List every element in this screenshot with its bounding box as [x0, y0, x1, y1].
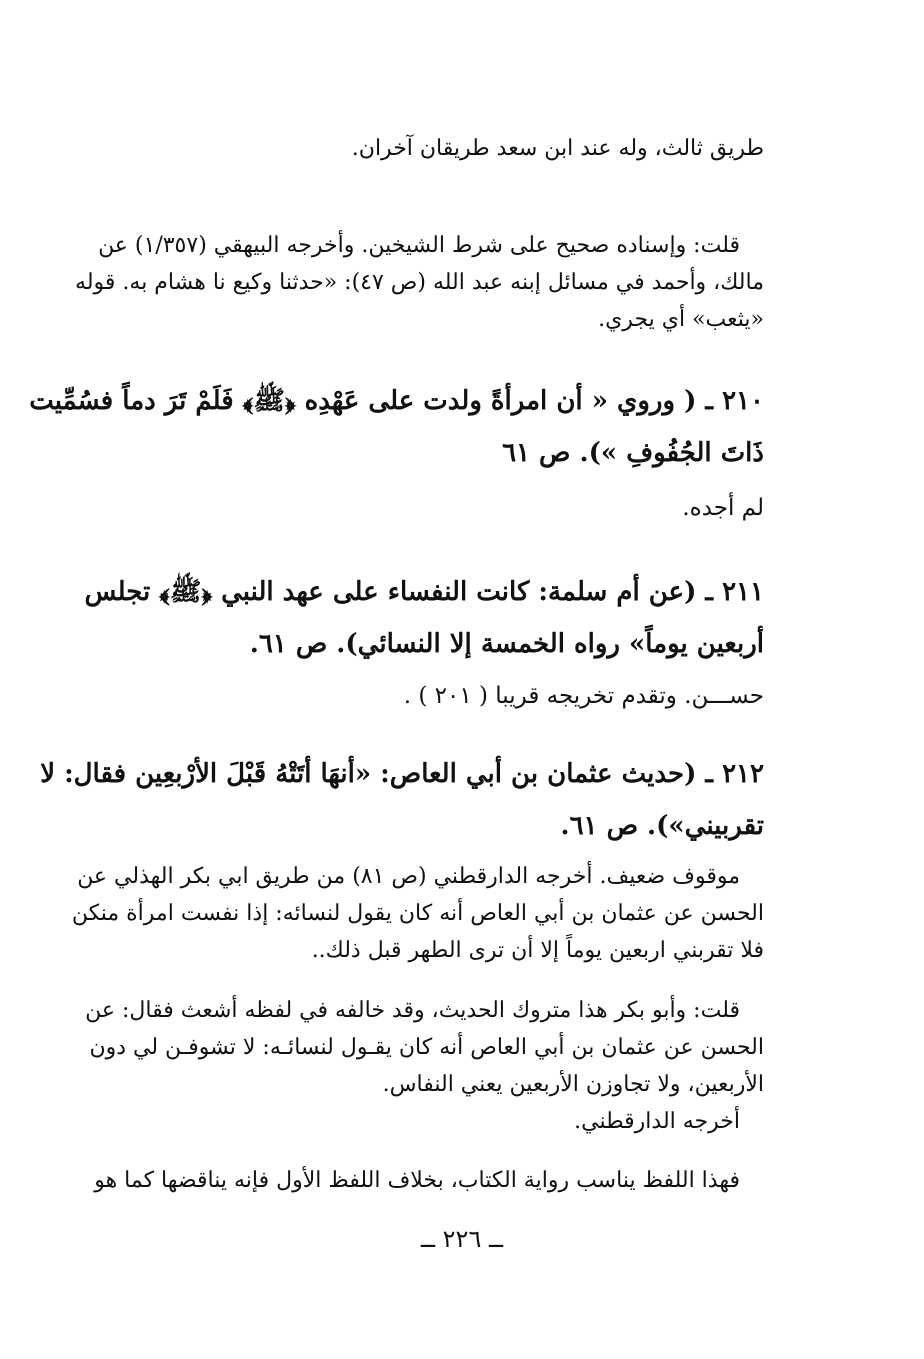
hadith-210 [29, 375, 764, 479]
text-line: فهذا اللفظ يناسب رواية الكتاب، بخلاف اللفظ الأول فإنه يناقضها كما هو [94, 1168, 740, 1193]
paragraph-abu-bakr-comment [85, 992, 764, 1140]
text-line: لم أجده. [682, 495, 764, 521]
text-line: ذَاتَ الجُفُوفِ »). ص ٦١ [502, 438, 764, 468]
text-line: أربعين يوماً» رواه الخمسة إلا النسائي). ص ٦١. [249, 629, 764, 659]
text-line: ٢١١ ـ (عن أم سلمة: كانت النفساء على عهد النبي ﴿ﷺ﴾ تجلس [84, 577, 764, 607]
paragraph-third-path [88, 130, 764, 167]
text-line: موقوف ضعيف. أخرجه الدارقطني (ص ٨١) من طريق ابي بكر الهذلي عن [77, 864, 740, 889]
text-line: حســـن. وتقدم تخريجه قريبا ( ٢٠١ ) . [403, 683, 764, 709]
ruling-211 [88, 678, 764, 715]
hadith-212 [40, 748, 764, 852]
text-line: ٢١٠ ـ ( وروي « أن امرأةً ولدت على عَهْدِه ﴿ﷺ﴾ فَلَمْ تَرَ دماً فسُمِّيت [29, 386, 764, 416]
text-line: الأربعين، ولا تجاوزن الأربعين يعني النفاس. [382, 1072, 764, 1097]
text-line: مالك، وأحمد في مسائل إبنه عبد الله (ص ٤٧): «حدثنا وكيع نا هشام به. قوله [75, 270, 764, 295]
paragraph-daraqutni-narration [71, 858, 764, 969]
text-line: أخرجه الدارقطني. [574, 1109, 740, 1134]
page-number: ــ ٢٢٦ ــ [420, 1225, 504, 1253]
text-line: قلت: وأبو بكر هذا متروك الحديث، وقد خالفه في لفظه أشعث فقال: عن [85, 998, 740, 1023]
text-line: قلت: وإسناده صحيح على شرط الشيخين. وأخرجه البيهقي (١/٣٥٧) عن [98, 233, 740, 258]
text-line: «يثعب» أي يجري. [598, 307, 764, 332]
text-line: الحسن عن عثمان بن أبي العاص أنه كان يقـول لنسائـه: لا تشوفـن لي دون [89, 1035, 764, 1060]
text-line: فلا تقربني اربعين يوماً إلا أن ترى الطهر قبل ذلك.. [311, 938, 764, 963]
hadith-211 [84, 566, 764, 670]
text-line: ٢١٢ ـ (حديث عثمان بن أبي العاص: «أنهَا أتَتْهُ قَبْلَ الأرْبعِين فقال: لا [40, 759, 764, 789]
text-line: الحسن عن عثمان بن أبي العاص أنه كان يقول لنسائه: إذا نفست امرأة منكن [71, 901, 764, 926]
text-line: طريق ثالث، وله عند ابن سعد طريقان آخران. [351, 136, 764, 161]
ruling-210 [88, 490, 764, 527]
paragraph-isnad-comment [75, 227, 764, 338]
text-line: تقربيني»). ص ٦١. [560, 811, 764, 841]
paragraph-conclusion [88, 1162, 764, 1199]
